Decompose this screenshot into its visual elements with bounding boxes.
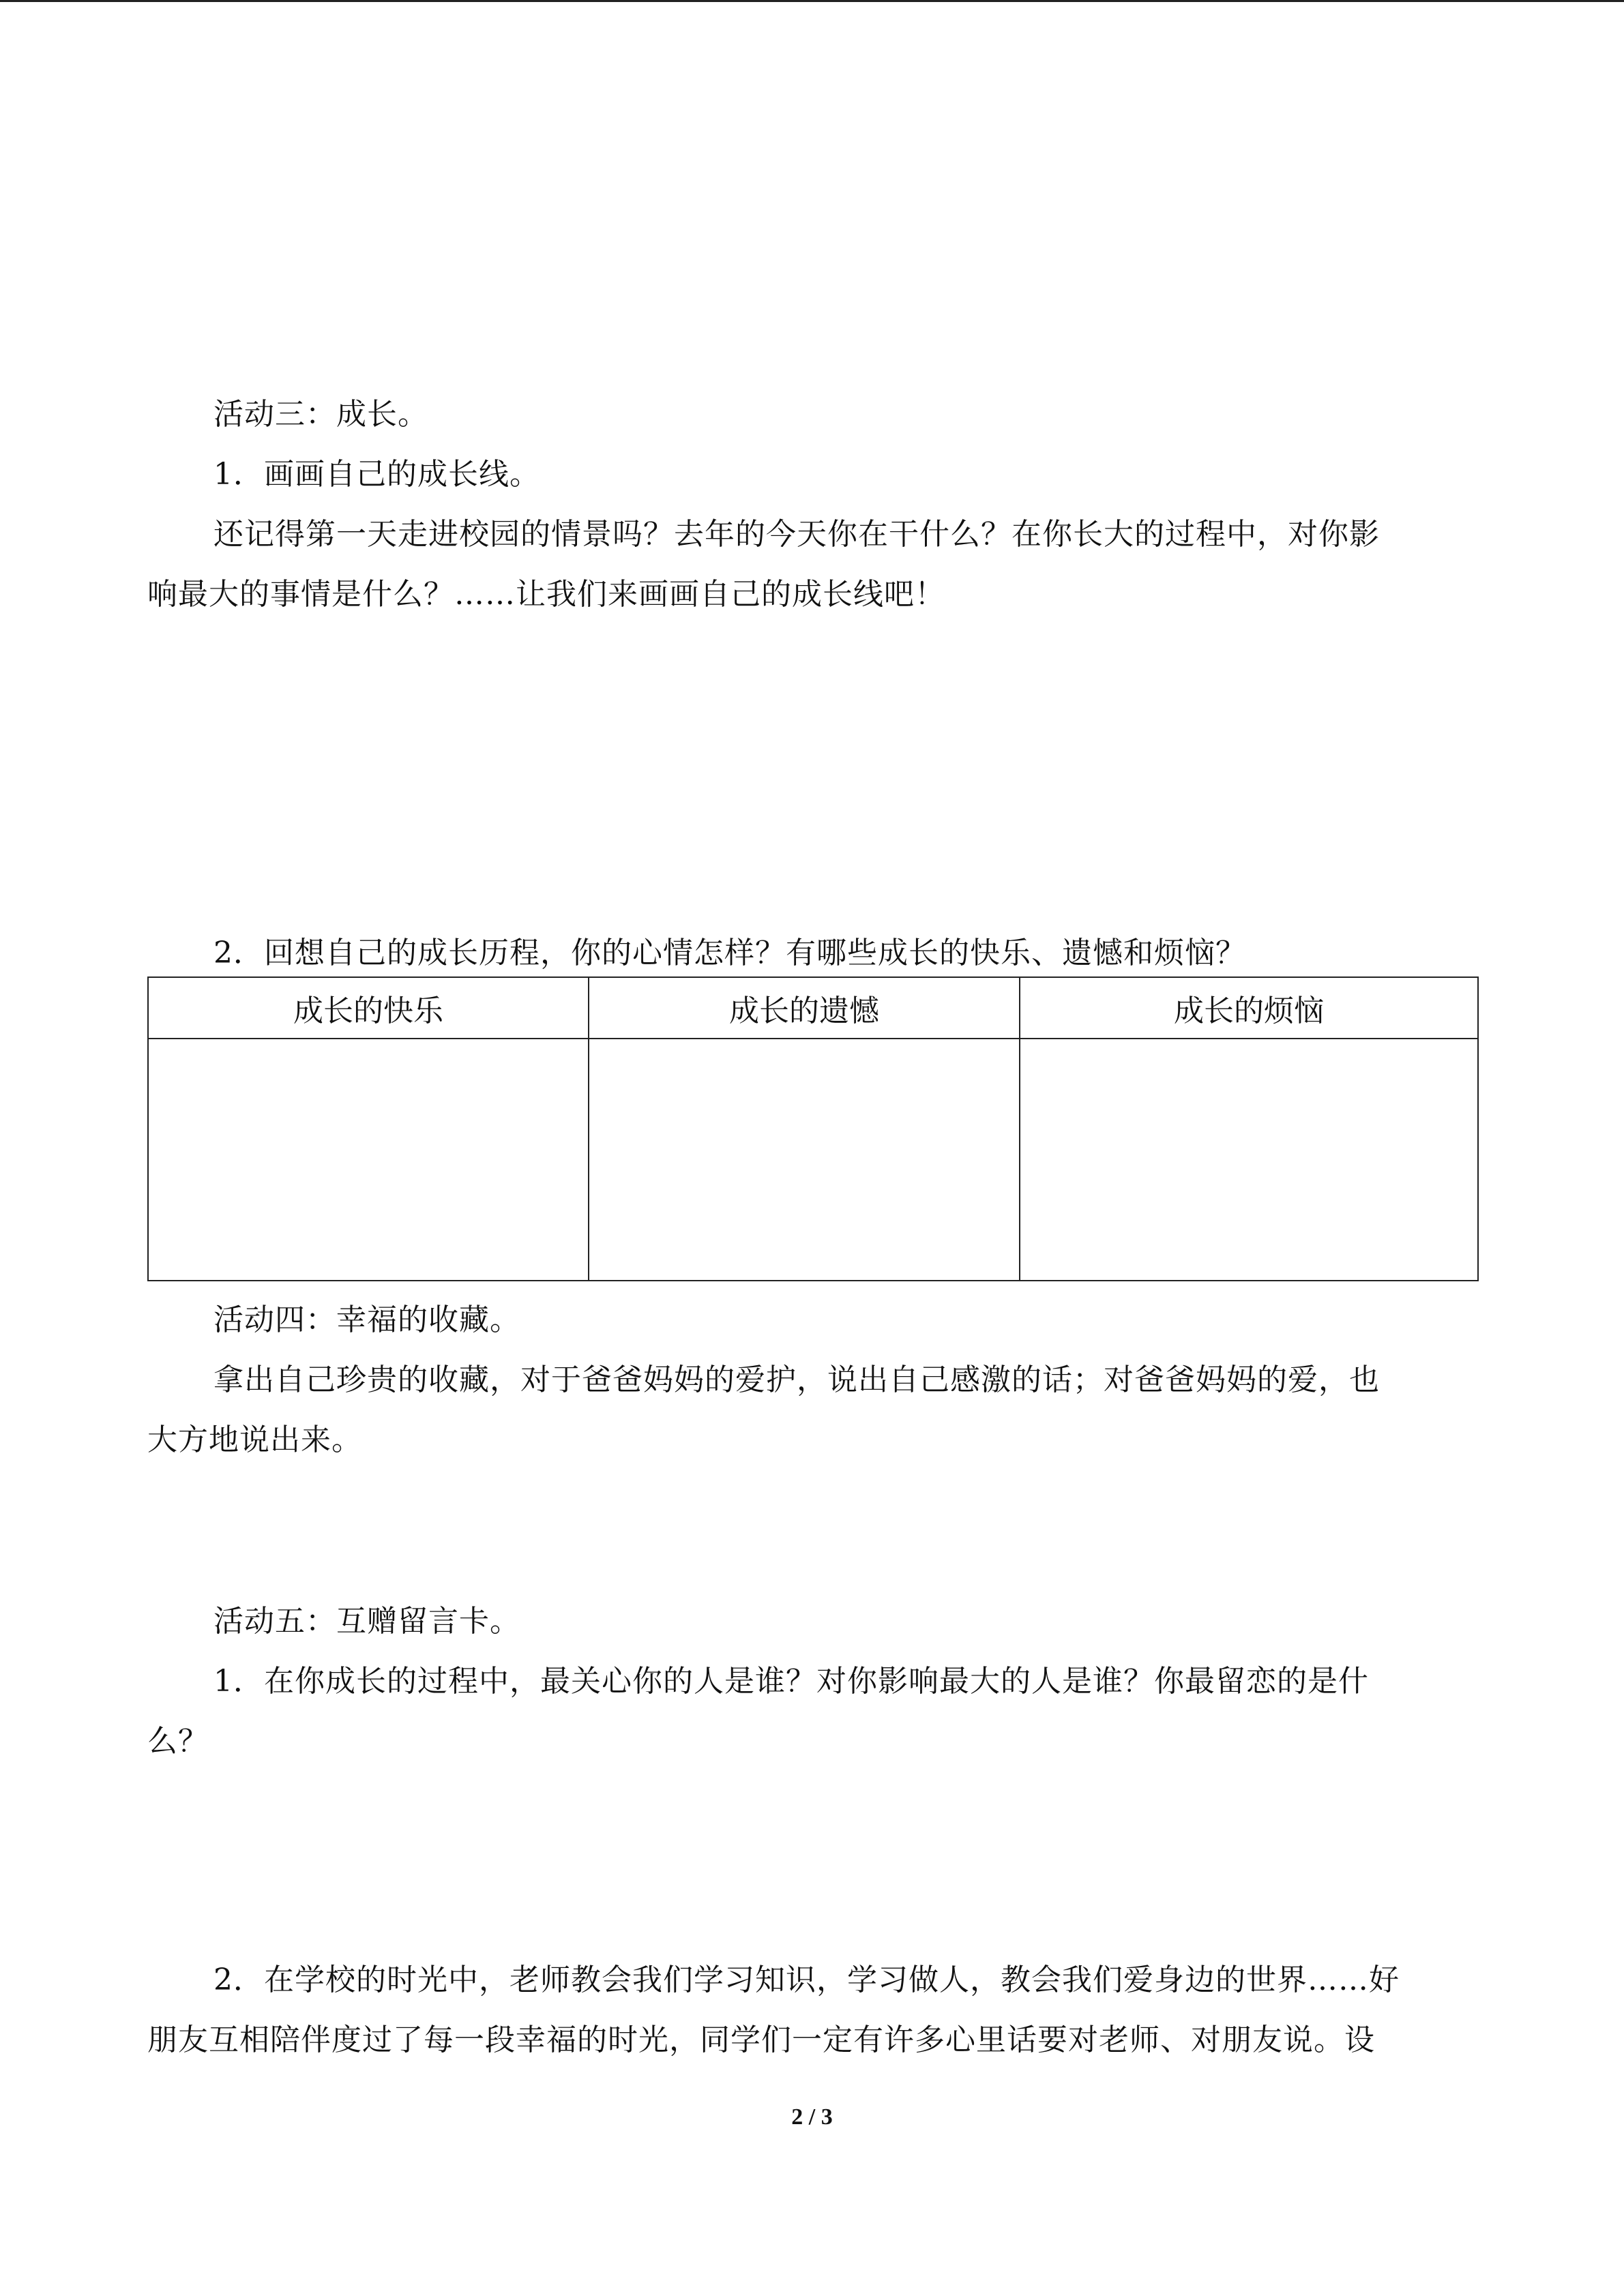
table-header-regret: 成长的遗憾 [589,977,1020,1039]
activity5-title: 活动五：互赠留言卡。 [213,1604,520,1639]
activity3-item1-title: 1．画画自己的成长线。 [213,457,540,492]
activity3-item1-text-line1: 还记得第一天走进校园的情景吗？去年的今天你在干什么？在你长大的过程中，对你影 [213,517,1380,552]
activity4-text-line2: 大方地说出来。 [147,1422,362,1457]
activity5-item2-line2: 朋友互相陪伴度过了每一段幸福的时光，同学们一定有许多心里话要对老师、对朋友说。设 [147,2023,1375,2057]
activity5-item1-line2: 么？ [147,1724,209,1759]
activity5-item1-line1: 1．在你成长的过程中，最关心你的人是谁？对你影响最大的人是谁？你最留恋的是什 [213,1664,1369,1699]
activity5-item2-line1: 2．在学校的时光中，老师教会我们学习知识，学习做人，教会我们爱身边的世界……好 [213,1963,1400,1997]
activity4-title: 活动四：幸福的收藏。 [213,1302,520,1337]
activity3-item1-text-line2: 响最大的事情是什么？……让我们来画画自己的成长线吧！ [147,577,945,612]
activity3-item2-title: 2．回想自己的成长历程，你的心情怎样？有哪些成长的快乐、遗憾和烦恼？ [213,936,1246,970]
page-number: 2 / 3 [791,2104,833,2130]
activity3-title: 活动三：成长。 [213,397,428,432]
top-border-rule [0,0,1624,2]
table-cell-worry-answer[interactable] [1020,1039,1478,1281]
table-header-joy: 成长的快乐 [148,977,589,1039]
activity4-text-line1: 拿出自己珍贵的收藏，对于爸爸妈妈的爱护，说出自己感激的话；对爸爸妈妈的爱，也 [213,1362,1380,1397]
table-cell-joy-answer[interactable] [148,1039,589,1281]
table-cell-regret-answer[interactable] [589,1039,1020,1281]
table-header-worry: 成长的烦恼 [1020,977,1478,1039]
growth-feelings-table [147,976,1479,1281]
